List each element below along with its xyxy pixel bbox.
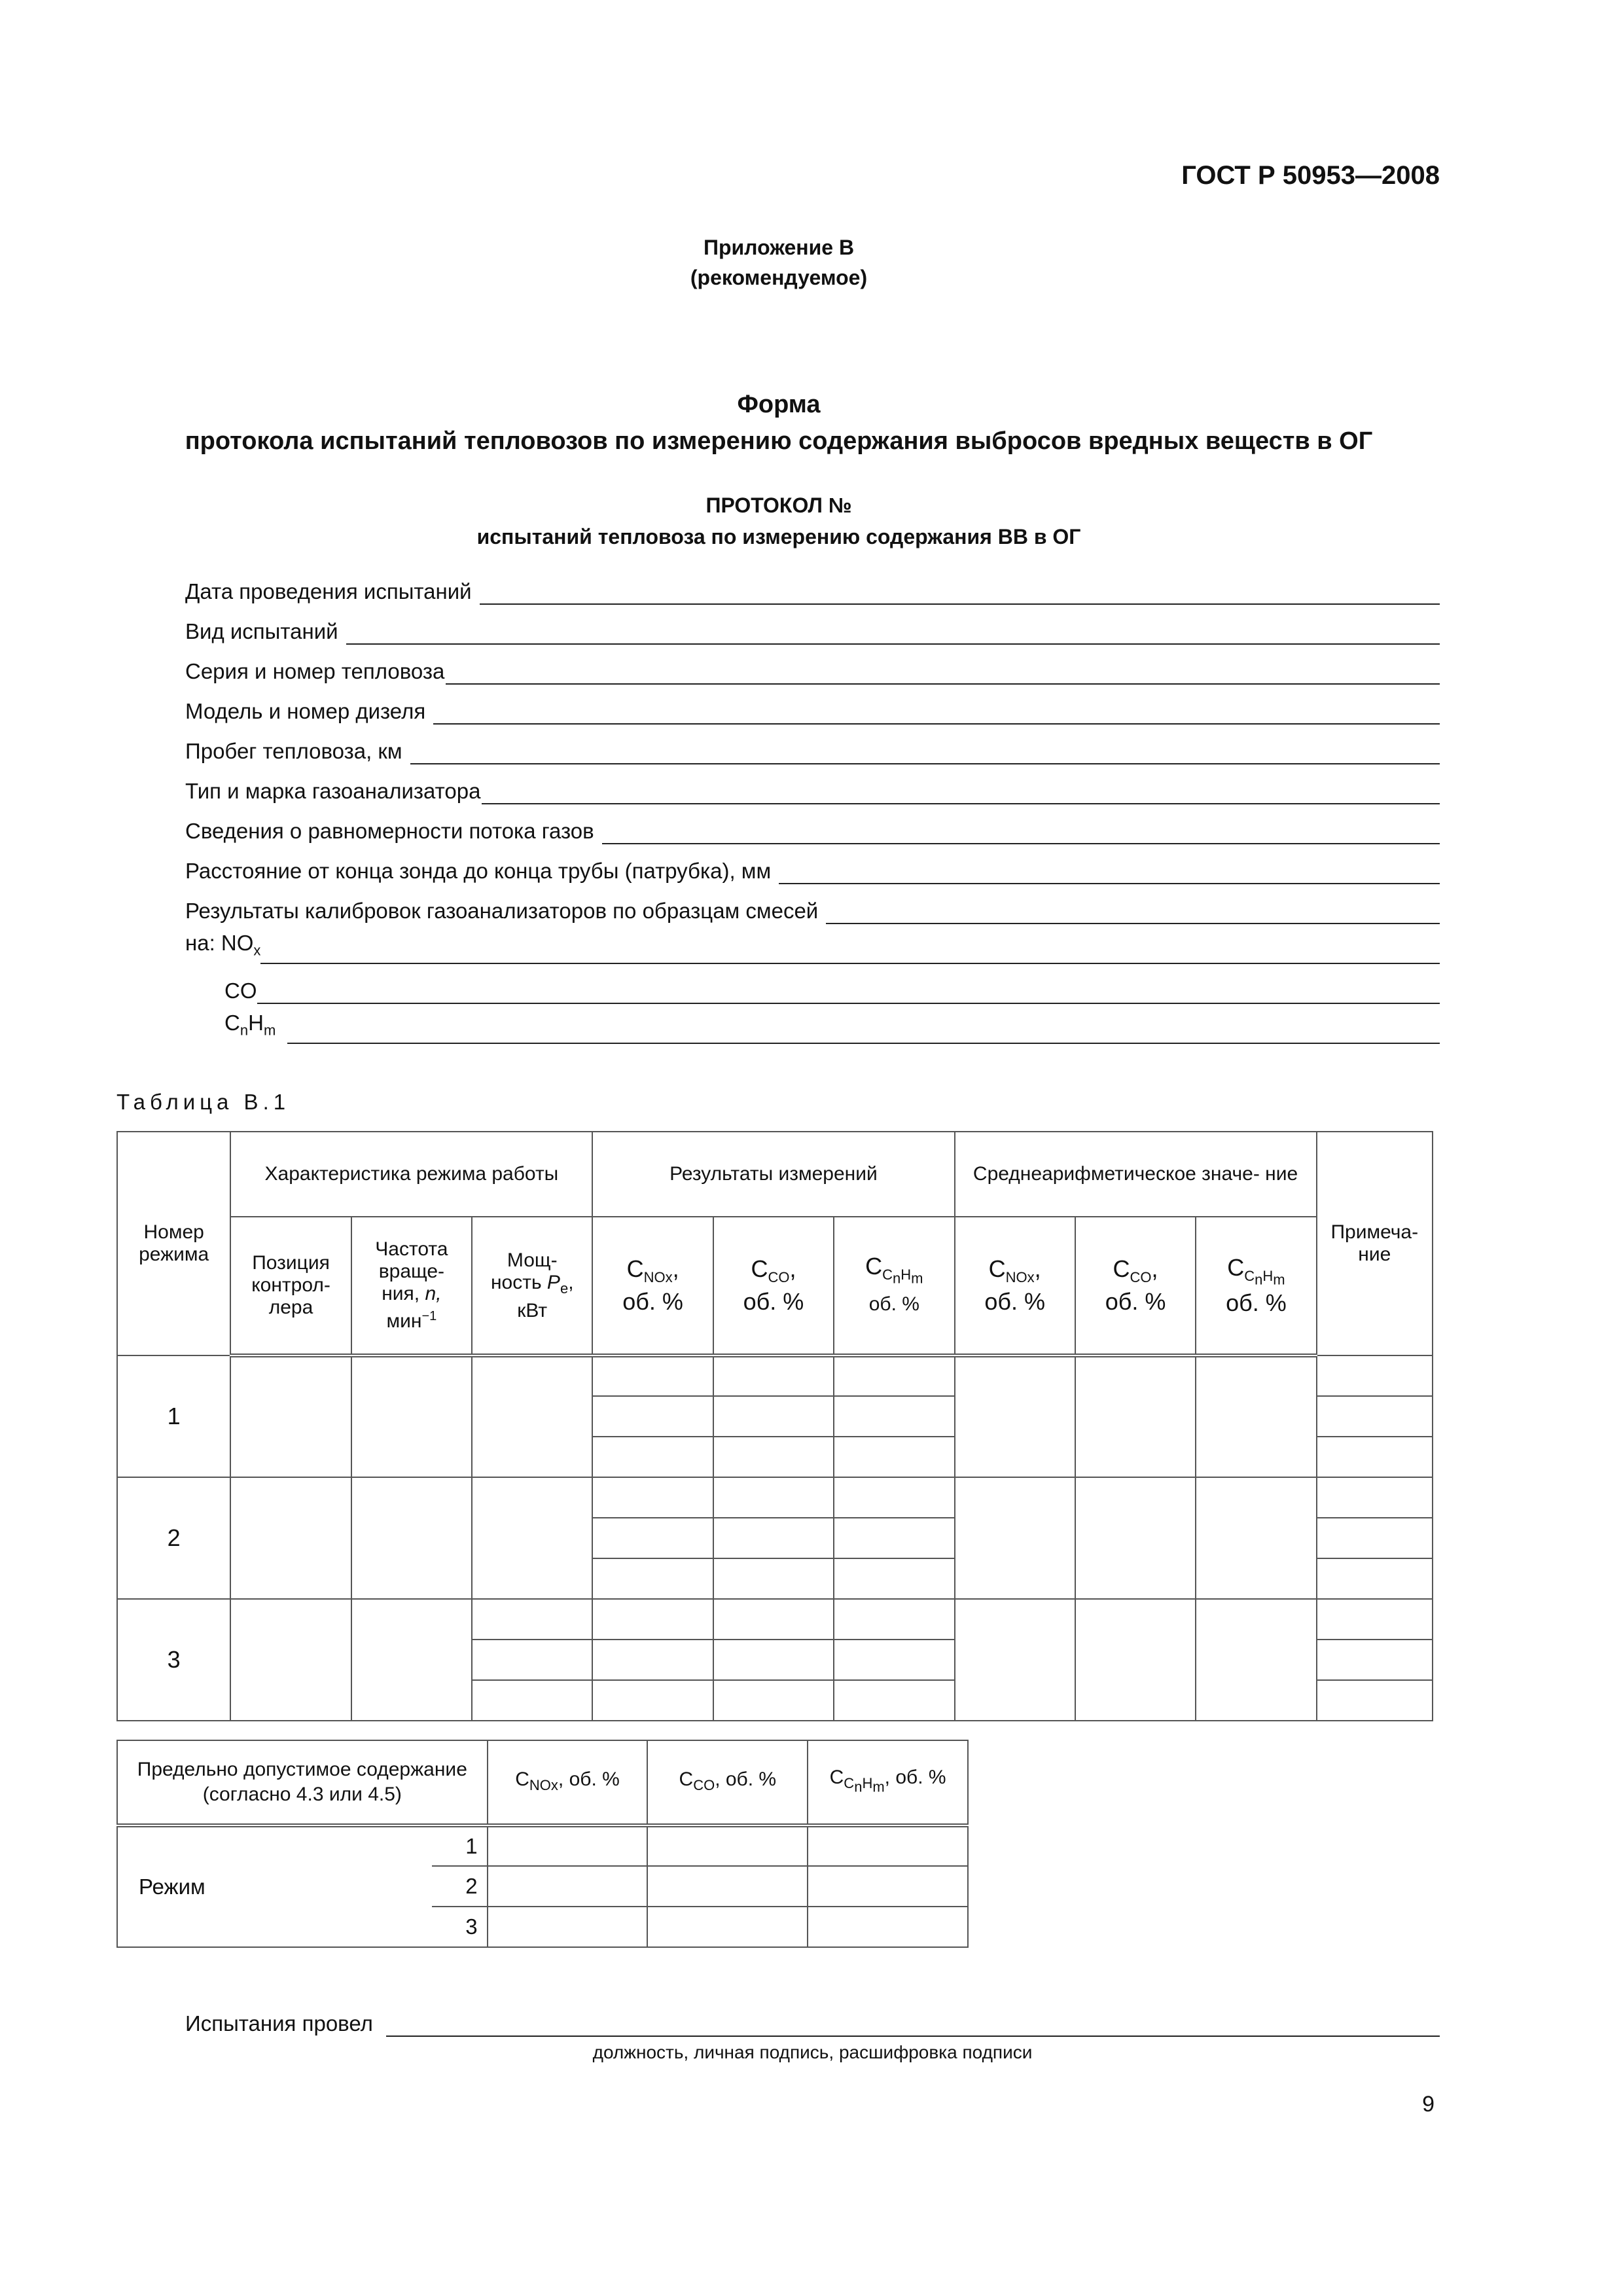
appendix-label: Приложение В — [703, 236, 855, 259]
limit-row-label: Режим — [117, 1825, 432, 1947]
data-cell[interactable] — [955, 1599, 1075, 1721]
data-cell[interactable] — [472, 1680, 592, 1721]
form-title-line2: протокола испытаний тепловозов по измерению содержания выбросов вредных веществ в ОГ — [185, 427, 1373, 455]
data-cell[interactable] — [713, 1355, 834, 1396]
signature-hint: должность, личная подпись, расшифровка подписи — [592, 2042, 1033, 2062]
fill-line[interactable] — [826, 901, 1440, 924]
header-average-co: $C_{CO}$, об. % — [1075, 1217, 1196, 1355]
table-caption: Таблица В.1 — [116, 1090, 291, 1114]
data-cell[interactable] — [592, 1355, 713, 1396]
data-cell[interactable] — [808, 1825, 968, 1866]
appendix-heading — [0, 232, 1558, 293]
field-flow-uniformity: Сведения о равномерности потока газов — [185, 816, 1440, 844]
data-cell[interactable] — [1196, 1599, 1316, 1721]
data-cell[interactable] — [713, 1640, 834, 1680]
limit-header: Предельно допустимое содержание (согласно 4.3 или 4.5) — [117, 1740, 488, 1825]
data-cell[interactable] — [592, 1437, 713, 1477]
field-diesel-model: Модель и номер дизеля — [185, 696, 1440, 725]
fill-line[interactable] — [602, 821, 1440, 844]
data-cell[interactable] — [592, 1477, 713, 1518]
field-analyzer-type: Тип и марка газоанализатора — [185, 776, 1440, 804]
data-cell[interactable] — [592, 1680, 713, 1721]
fill-line[interactable] — [482, 781, 1440, 804]
data-cell[interactable] — [472, 1599, 592, 1640]
data-cell[interactable] — [592, 1396, 713, 1437]
data-cell[interactable] — [808, 1866, 968, 1907]
fill-line[interactable] — [287, 1020, 1440, 1044]
data-cell[interactable] — [834, 1558, 954, 1599]
fill-line[interactable] — [779, 861, 1440, 884]
table-row — [117, 1825, 968, 1866]
data-cell[interactable] — [713, 1477, 834, 1518]
page-number: 9 — [1422, 2092, 1435, 2117]
field-calibration-co: CO — [224, 975, 1440, 1004]
data-cell[interactable] — [834, 1355, 954, 1396]
data-cell[interactable] — [1075, 1477, 1196, 1599]
field-calibration-results: Результаты калибровок газоанализаторов по образцам смесей — [185, 895, 1440, 924]
signature-label: Испытания провел — [185, 2011, 373, 2036]
protocol-title: ПРОТОКОЛ № — [705, 493, 852, 517]
header-rotation-frequency: Частота враще- ния, n, мин$^{-1}$ — [351, 1217, 472, 1355]
data-cell[interactable] — [1075, 1599, 1196, 1721]
data-cell[interactable] — [1317, 1640, 1433, 1680]
header-mode-characteristics: Характеристика режима работы — [230, 1132, 592, 1217]
header-power: Мощ- ность $P_e$, кВт — [472, 1217, 592, 1355]
fill-line[interactable] — [480, 581, 1440, 605]
data-cell[interactable] — [351, 1477, 472, 1599]
field-test-date: Дата проведения испытаний — [185, 576, 1440, 605]
table-row — [117, 1355, 1433, 1396]
limit-row-number: 1 — [432, 1825, 487, 1866]
header-average-nox: $C_{NOx}$, об. % — [955, 1217, 1075, 1355]
limit-row-number: 3 — [432, 1907, 487, 1947]
data-cell[interactable] — [488, 1866, 648, 1907]
form-title-line1: Форма — [737, 391, 821, 418]
fill-line[interactable] — [346, 621, 1440, 645]
data-cell[interactable] — [1317, 1396, 1433, 1437]
data-cell[interactable] — [834, 1396, 954, 1437]
data-cell[interactable] — [592, 1558, 713, 1599]
data-cell[interactable] — [1317, 1680, 1433, 1721]
data-cell[interactable] — [1075, 1355, 1196, 1477]
data-cell[interactable] — [713, 1396, 834, 1437]
data-cell[interactable] — [230, 1599, 351, 1721]
header-result-nox: $C_{NOx}$, об. % — [592, 1217, 713, 1355]
data-cell[interactable] — [1196, 1355, 1316, 1477]
mode-number-cell: 2 — [117, 1477, 230, 1599]
mode-number-cell: 1 — [117, 1355, 230, 1477]
data-cell[interactable] — [713, 1437, 834, 1477]
signature-field — [185, 2004, 1440, 2037]
fill-line[interactable] — [446, 661, 1440, 685]
limit-col-nox: $C_{NOx}$, об. % — [488, 1740, 648, 1825]
data-cell[interactable] — [1317, 1599, 1433, 1640]
data-cell[interactable] — [488, 1825, 648, 1866]
header-notes: Примеча- ние — [1317, 1132, 1433, 1355]
data-cell[interactable] — [1317, 1355, 1433, 1396]
data-cell[interactable] — [834, 1437, 954, 1477]
measurement-table — [116, 1131, 1433, 1721]
data-cell[interactable] — [834, 1518, 954, 1558]
header-result-co: $C_{CO}$, об. % — [713, 1217, 834, 1355]
field-probe-distance: Расстояние от конца зонда до конца трубы (патрубка), мм — [185, 855, 1440, 884]
data-cell[interactable] — [592, 1640, 713, 1680]
table-row — [117, 1477, 1433, 1518]
data-cell[interactable] — [230, 1355, 351, 1477]
header-measurement-results: Результаты измерений — [592, 1132, 954, 1217]
header-mode-number: Номер режима — [117, 1132, 230, 1355]
limit-col-cnhm: $C_{C_nH_m}$, об. % — [808, 1740, 968, 1825]
fill-line[interactable] — [410, 741, 1440, 764]
field-calibration-cnhm: $C_nH_m$ — [224, 1015, 1440, 1044]
signature-line[interactable] — [386, 2013, 1440, 2037]
header-controller-position: Позиция контрол- лера — [230, 1217, 351, 1355]
appendix-status: (рекомендуемое) — [690, 266, 868, 289]
data-cell[interactable] — [834, 1640, 954, 1680]
data-cell[interactable] — [1196, 1477, 1316, 1599]
data-cell[interactable] — [230, 1477, 351, 1599]
data-cell[interactable] — [713, 1518, 834, 1558]
data-cell[interactable] — [713, 1680, 834, 1721]
data-cell[interactable] — [472, 1640, 592, 1680]
data-cell[interactable] — [834, 1680, 954, 1721]
fill-line[interactable] — [433, 701, 1440, 725]
data-cell[interactable] — [808, 1907, 968, 1947]
fill-line[interactable] — [260, 941, 1440, 964]
data-cell[interactable] — [1317, 1477, 1433, 1518]
document-number: ГОСТ Р 50953—2008 — [1181, 161, 1440, 190]
data-cell[interactable] — [647, 1866, 808, 1907]
limit-row-number: 2 — [432, 1866, 487, 1907]
data-cell[interactable] — [713, 1558, 834, 1599]
mode-number-cell: 3 — [117, 1599, 230, 1721]
field-test-type: Вид испытаний — [185, 616, 1440, 645]
data-cell[interactable] — [472, 1477, 592, 1599]
table-row — [117, 1599, 1433, 1640]
data-cell[interactable] — [955, 1477, 1075, 1599]
form-title — [0, 386, 1558, 459]
data-cell[interactable] — [834, 1599, 954, 1640]
data-cell[interactable] — [647, 1907, 808, 1947]
data-cell[interactable] — [647, 1825, 808, 1866]
header-average-value: Среднеарифметическое значе- ние — [955, 1132, 1317, 1217]
limit-table — [116, 1740, 969, 1948]
data-cell[interactable] — [488, 1907, 648, 1947]
data-cell[interactable] — [472, 1355, 592, 1477]
protocol-subtitle: испытаний тепловоза по измерению содержания ВВ в ОГ — [476, 525, 1081, 548]
data-cell[interactable] — [1317, 1518, 1433, 1558]
field-loco-series: Серия и номер тепловоза — [185, 656, 1440, 685]
data-cell[interactable] — [351, 1599, 472, 1721]
field-mileage: Пробег тепловоза, км — [185, 736, 1440, 764]
field-calibration-nox: на: $NO_x$ — [185, 935, 1440, 964]
data-cell[interactable] — [1317, 1437, 1433, 1477]
data-cell[interactable] — [955, 1355, 1075, 1477]
header-result-cnhm: $C_{C_nH_m}$ об. % — [834, 1217, 954, 1355]
limit-col-co: $C_{CO}$, об. % — [647, 1740, 808, 1825]
data-cell[interactable] — [1317, 1558, 1433, 1599]
fill-line[interactable] — [257, 980, 1440, 1004]
protocol-heading — [0, 490, 1558, 552]
data-cell[interactable] — [351, 1355, 472, 1477]
data-cell[interactable] — [834, 1477, 954, 1518]
data-cell[interactable] — [592, 1599, 713, 1640]
header-average-cnhm: $C_{C_nH_m}$ об. % — [1196, 1217, 1316, 1355]
data-cell[interactable] — [713, 1599, 834, 1640]
data-cell[interactable] — [592, 1518, 713, 1558]
